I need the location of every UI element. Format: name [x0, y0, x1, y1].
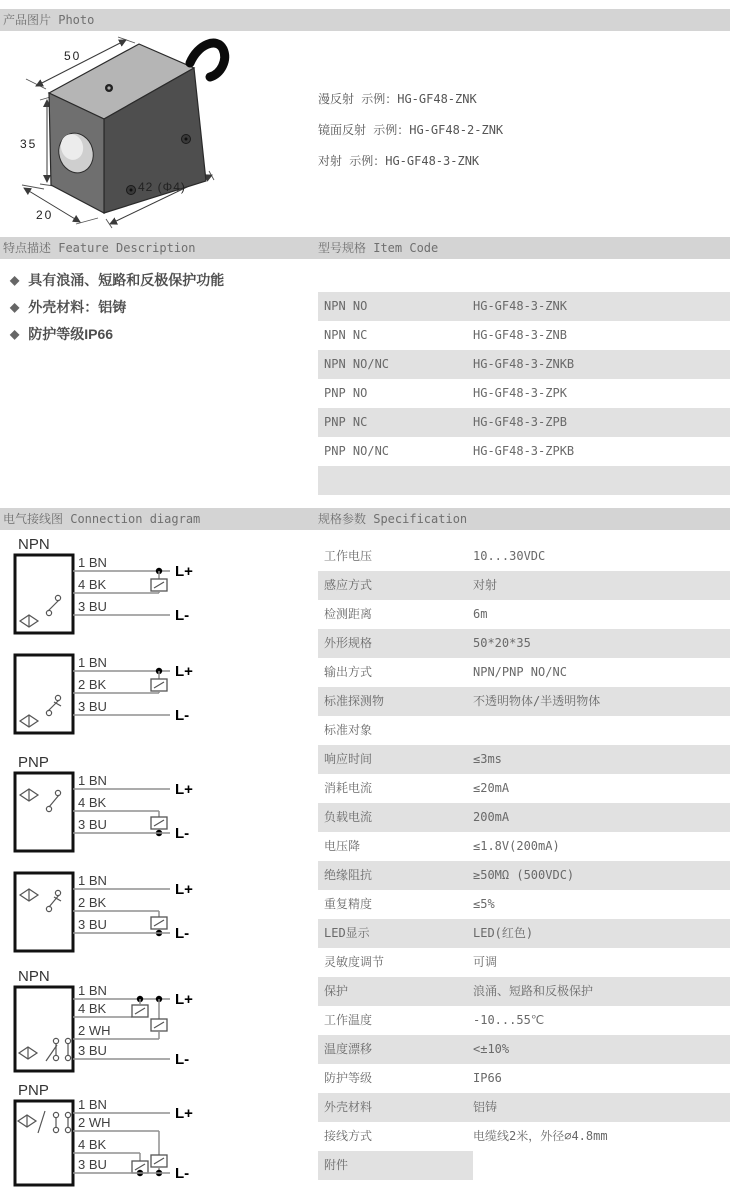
- row-value: [473, 466, 730, 495]
- pin-label: 3 BU: [78, 817, 107, 832]
- row-label: 检测距离: [324, 607, 373, 621]
- row-label: 消耗电流: [324, 781, 373, 795]
- rail-label: L-: [175, 1051, 190, 1068]
- table-row: [318, 1151, 730, 1180]
- row-value: ≤5%: [473, 897, 495, 911]
- diamond-bullet-icon: ◆: [10, 272, 20, 287]
- section-header-connection-spec: [0, 508, 730, 530]
- table-row: [318, 408, 730, 437]
- pin-label: 1 BN: [78, 873, 107, 888]
- output-type-label: NPN: [18, 968, 50, 985]
- wiring-diagram: [12, 865, 316, 957]
- contact-point: [53, 1038, 58, 1043]
- row-label: PNP NO/NC: [324, 444, 390, 458]
- dim-label-50: 50: [64, 49, 82, 63]
- rail-label: L+: [175, 991, 193, 1008]
- row-value: ≤3ms: [473, 752, 502, 766]
- contact-point: [46, 806, 51, 811]
- wiring-diagram: [12, 533, 316, 639]
- row-value: 浪涌、短路和反极保护: [473, 984, 594, 998]
- pin-label: 2 WH: [78, 1115, 111, 1130]
- row-value: 对射: [473, 578, 498, 592]
- row-value: HG-GF48-3-ZNB: [473, 328, 567, 342]
- row-value: ≤20mA: [473, 781, 510, 795]
- row-label: PNP NC: [324, 415, 368, 429]
- row-label: 负载电流: [324, 810, 373, 824]
- table-row: [318, 919, 730, 948]
- pin-label: 4 BK: [78, 577, 107, 592]
- section-title-photo: 产品图片 Photo: [3, 13, 95, 27]
- contact-point: [55, 890, 60, 895]
- contact-point: [53, 1112, 58, 1117]
- row-value: [473, 1151, 730, 1180]
- row-value: [473, 716, 730, 745]
- table-row: [318, 1035, 730, 1064]
- contact-point: [65, 1038, 70, 1043]
- row-value: NPN/PNP NO/NC: [473, 665, 567, 679]
- photo-example-line: 镜面反射 示例：HG-GF48-2-ZNK: [318, 123, 504, 137]
- pin-label: 2 WH: [78, 1023, 111, 1038]
- feature-text: 外壳材料：铝铸: [28, 298, 127, 315]
- pin-label: 4 BK: [78, 795, 107, 810]
- row-value: HG-GF48-3-ZNKB: [473, 357, 575, 371]
- contact-point: [55, 790, 60, 795]
- rail-label: L-: [175, 707, 190, 724]
- row-label: 附件: [318, 1151, 473, 1180]
- row-label: 感应方式: [324, 578, 373, 592]
- rail-label: L+: [175, 563, 193, 580]
- feature-item: [10, 293, 310, 320]
- extension-line: [26, 79, 46, 89]
- top-hole-inner: [107, 86, 110, 89]
- wiring-diagram: [12, 965, 316, 1077]
- pin-label: 4 BK: [78, 1137, 107, 1152]
- pin-label: 2 BK: [78, 677, 107, 692]
- row-value: 不透明物体/半透明物体: [473, 694, 601, 708]
- photo-example-line: 漫反射 示例：HG-GF48-ZNK: [318, 92, 477, 106]
- row-label: 工作电压: [324, 549, 373, 563]
- row-label: 工作温度: [324, 1013, 373, 1027]
- row-label: 灵敏度调节: [324, 955, 385, 969]
- screw-center: [130, 189, 133, 192]
- photo-example-line: 对射 示例：HG-GF48-3-ZNK: [318, 154, 480, 168]
- row-value: IP66: [473, 1071, 502, 1085]
- row-value: HG-GF48-3-ZNK: [473, 299, 567, 313]
- row-label: 输出方式: [324, 665, 373, 679]
- pin-label: 3 BU: [78, 917, 107, 932]
- row-label: NPN NO: [324, 299, 368, 313]
- dim-label-42: 42 (Φ4): [138, 180, 186, 194]
- wiring-diagram: [12, 647, 316, 739]
- table-row: [318, 977, 730, 1006]
- feature-text: 具有浪涌、短路和反极保护功能: [28, 271, 225, 288]
- contact-point: [65, 1055, 70, 1060]
- contact-point: [65, 1112, 70, 1117]
- rail-label: L+: [175, 663, 193, 680]
- row-value: 10...30VDC: [473, 549, 546, 563]
- pin-label: 1 BN: [78, 773, 107, 788]
- row-value: HG-GF48-3-ZPK: [473, 386, 567, 400]
- row-value: 电缆线2米，外径∅4.8mm: [473, 1129, 608, 1143]
- sensor-body: [15, 773, 73, 851]
- rail-label: L-: [175, 825, 190, 842]
- diamond-bullet-icon: ◆: [10, 326, 20, 341]
- screw-center: [185, 138, 188, 141]
- table-row: [318, 890, 730, 919]
- contact-point: [65, 1127, 70, 1132]
- row-value: 50*20*35: [473, 636, 531, 650]
- table-row: [318, 774, 730, 803]
- pin-label: 1 BN: [78, 555, 107, 570]
- rail-label: L-: [175, 1165, 190, 1182]
- rail-label: L+: [175, 1105, 193, 1122]
- connection-diagrams: [12, 533, 316, 1191]
- row-value: 可调: [473, 955, 498, 969]
- pin-label: 3 BU: [78, 599, 107, 614]
- row-value: <±10%: [473, 1042, 510, 1056]
- row-value: ≥50MΩ (500VDC): [473, 868, 575, 882]
- row-label: 外形规格: [324, 636, 373, 650]
- row-value: 200mA: [473, 810, 510, 824]
- output-type-label: NPN: [18, 536, 50, 553]
- contact-point: [46, 710, 51, 715]
- row-value: HG-GF48-3-ZPKB: [473, 444, 575, 458]
- pin-label: 1 BN: [78, 983, 107, 998]
- table-row: [318, 321, 730, 350]
- sensor-body: [15, 987, 73, 1071]
- row-label: NPN NO/NC: [324, 357, 390, 371]
- table-row: [318, 542, 730, 571]
- row-label: 标准探测物: [324, 694, 385, 708]
- contact-point: [53, 1055, 58, 1060]
- section-title-connection: 电气接线图 Connection diagram: [3, 512, 201, 526]
- cable: [190, 43, 225, 77]
- row-label: 接线方式: [324, 1129, 373, 1143]
- pin-label: 1 BN: [78, 655, 107, 670]
- diamond-bullet-icon: ◆: [10, 299, 20, 314]
- section-title-feature: 特点描述 Feature Description: [3, 241, 196, 255]
- table-row: [318, 1093, 730, 1122]
- table-row: [318, 716, 730, 745]
- sensor-body: [15, 873, 73, 951]
- row-value: 铝铸: [473, 1100, 498, 1114]
- table-row: [318, 437, 730, 466]
- table-row: [318, 1064, 730, 1093]
- section-title-item-code: 型号规格 Item Code: [318, 241, 439, 255]
- sensor-body: [15, 655, 73, 733]
- output-type-label: PNP: [18, 754, 49, 771]
- row-label: 电压降: [324, 839, 361, 853]
- row-label: 防护等级: [324, 1071, 373, 1085]
- wiring-diagram: [12, 751, 316, 857]
- pin-label: 3 BU: [78, 1043, 107, 1058]
- row-label: PNP NO: [324, 386, 368, 400]
- row-label: 温度漂移: [324, 1042, 373, 1056]
- dim-label-20: 20: [36, 208, 54, 222]
- pin-label: 3 BU: [78, 699, 107, 714]
- rail-label: L+: [175, 881, 193, 898]
- row-label: 保护: [324, 984, 349, 998]
- contact-point: [53, 1127, 58, 1132]
- product-drawing: [14, 36, 266, 236]
- section-header-photo: [0, 9, 730, 31]
- feature-text: 防护等级IP66: [28, 325, 114, 342]
- feature-item: [10, 266, 310, 293]
- table-row: [318, 350, 730, 379]
- table-row: [318, 832, 730, 861]
- row-label: 重复精度: [324, 897, 373, 911]
- item-code-table: [318, 292, 730, 495]
- extension-line: [118, 37, 135, 43]
- pin-label: 3 BU: [78, 1157, 107, 1172]
- row-label: 外壳材料: [324, 1100, 373, 1114]
- table-row: [318, 379, 730, 408]
- wiring-diagram: [12, 1079, 316, 1191]
- row-value: -10...55℃: [473, 1013, 545, 1027]
- row-label: 绝缘阻抗: [324, 868, 373, 882]
- table-row: [318, 1122, 730, 1151]
- row-value: 6m: [473, 607, 488, 621]
- section-title-spec: 规格参数 Specification: [318, 512, 468, 526]
- rail-label: L-: [175, 607, 190, 624]
- pin-label: 2 BK: [78, 895, 107, 910]
- table-row: [318, 803, 730, 832]
- contact-point: [46, 610, 51, 615]
- section-header-feature-itemcode: [0, 237, 730, 259]
- contact-point: [55, 695, 60, 700]
- spec-table: [318, 542, 730, 1180]
- table-row: [318, 571, 730, 600]
- table-row: [318, 629, 730, 658]
- contact-point: [46, 906, 51, 911]
- table-row: [318, 658, 730, 687]
- row-label: [318, 466, 473, 495]
- contact-point: [55, 595, 60, 600]
- row-value: ≤1.8V(200mA): [473, 839, 560, 853]
- table-row: [318, 466, 730, 495]
- rail-label: L+: [175, 781, 193, 798]
- row-value: HG-GF48-3-ZPB: [473, 415, 567, 429]
- table-row: [318, 292, 730, 321]
- output-type-label: PNP: [18, 1082, 49, 1099]
- table-row: [318, 861, 730, 890]
- sensor-body: [15, 555, 73, 633]
- table-row: [318, 600, 730, 629]
- rail-label: L-: [175, 925, 190, 942]
- pin-label: 1 BN: [78, 1097, 107, 1112]
- row-label: 标准对象: [324, 723, 373, 737]
- table-row: [318, 948, 730, 977]
- pin-label: 4 BK: [78, 1001, 107, 1016]
- table-row: [318, 687, 730, 716]
- row-label: LED显示: [324, 926, 370, 940]
- row-label: NPN NC: [324, 328, 368, 342]
- feature-item: [10, 320, 310, 347]
- dim-label-35: 35: [20, 137, 38, 151]
- table-row: [318, 1006, 730, 1035]
- row-label: 响应时间: [324, 752, 373, 766]
- feature-list: [10, 266, 310, 347]
- row-value: LED(红色): [473, 926, 534, 940]
- table-row: [318, 745, 730, 774]
